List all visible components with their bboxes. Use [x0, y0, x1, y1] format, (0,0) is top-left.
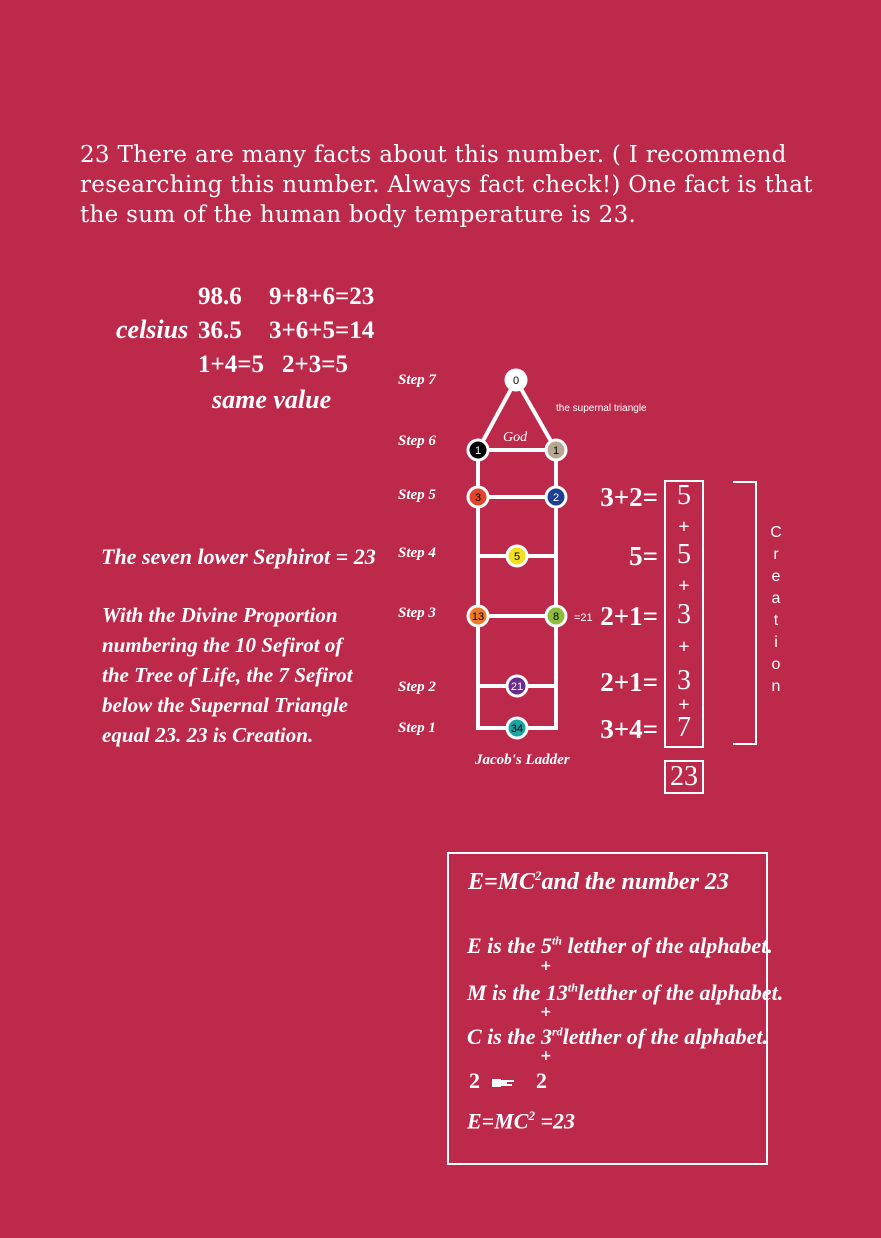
sefira-node: [546, 606, 566, 626]
plus-sign: +: [678, 575, 690, 597]
creation-letter: n: [771, 678, 781, 695]
m-line-rest: letther of the alphabet.: [577, 980, 784, 1005]
sefira-node: [507, 676, 527, 696]
paragraph-line: equal 23. 23 is Creation.: [102, 723, 314, 747]
equals-21-label: =21: [574, 612, 593, 624]
total-value: 23: [670, 761, 698, 792]
fahrenheit-sum: 9+8+6=23: [269, 283, 375, 310]
c-ordinal: rd: [551, 1024, 563, 1039]
emc2-result-formula: E=MC: [467, 1108, 529, 1134]
creation-letter: e: [771, 568, 781, 585]
sum-expression-4: 2+1=: [600, 667, 658, 697]
sefira-number: 34: [510, 723, 524, 735]
creation-letter: a: [771, 590, 781, 607]
paragraph-line: numbering the 10 Sefirot of: [102, 633, 343, 657]
celsius-label: celsius: [116, 315, 189, 344]
god-label: God: [503, 430, 528, 445]
creation-letter: r: [773, 546, 779, 563]
sefira-number: 13: [471, 611, 485, 623]
sefira-number: 0: [512, 375, 520, 387]
celsius-value: 36.5: [198, 317, 242, 344]
plus-sign: +: [678, 516, 690, 538]
c-line-text: C is the 3: [467, 1024, 552, 1049]
sefira-node: [546, 487, 566, 507]
lower-sephirot-heading: The seven lower Sephirot = 23: [101, 544, 376, 569]
sefira-node: [546, 440, 566, 460]
plus-sign: +: [540, 1048, 552, 1064]
celsius-sum: 3+6+5=14: [269, 317, 375, 344]
m-line-text: M is the 13: [467, 980, 568, 1005]
pointing-hand-icon: [492, 1076, 518, 1094]
sum-expression-2: 5=: [629, 541, 658, 571]
value-cell-4: 3: [677, 665, 691, 696]
creation-vertical-label: [769, 524, 783, 700]
sefira-number: 2: [552, 492, 560, 504]
emc2-result-exponent: 2: [528, 1108, 535, 1123]
plus-sign: +: [678, 636, 690, 658]
sum-expression-1: 3+2=: [600, 482, 658, 512]
sum-expression-3: 2+1=: [600, 601, 658, 631]
plus-sign: +: [540, 1004, 552, 1020]
plus-sign: +: [678, 694, 690, 716]
supernal-triangle-label: the supernal triangle: [556, 403, 647, 414]
step-1-label: Step 1: [398, 720, 436, 736]
e-ordinal: th: [551, 933, 562, 948]
emc2-title-exponent: 2: [535, 868, 542, 883]
c-letter-line: [467, 1024, 768, 1050]
e-letter-line: [467, 933, 773, 959]
value-cell-5: 7: [677, 712, 691, 743]
sefira-number: 1: [474, 445, 482, 457]
creation-letter: C: [770, 524, 782, 541]
emc2-result: [467, 1108, 575, 1134]
m-letter-line: [467, 980, 783, 1006]
reduce-sum-1: 1+4=5: [198, 351, 264, 378]
sefira-number: 1: [552, 445, 560, 457]
e-line-rest: letther of the alphabet.: [561, 933, 773, 958]
sefira-number: 8: [552, 611, 560, 623]
two-right: 2: [536, 1068, 547, 1093]
sefira-node: [468, 440, 488, 460]
two-left: 2: [469, 1068, 480, 1093]
sefira-number: 3: [474, 492, 482, 504]
reduce-sum-2: 2+3=5: [282, 351, 348, 378]
creation-bracket: [733, 481, 757, 745]
e-line-text: E is the 5: [467, 933, 552, 958]
sefira-number: 5: [513, 551, 521, 563]
value-cell-1: 5: [677, 480, 691, 511]
emc2-title-formula: E=MC: [468, 869, 536, 895]
emc2-result-value: =23: [534, 1108, 575, 1134]
step-7-label: Step 7: [398, 372, 436, 388]
intro-line: the sum of the human body temperature is 23.: [80, 202, 637, 228]
sefira-node: [468, 487, 488, 507]
step-4-label: Step 4: [398, 545, 436, 561]
m-ordinal: th: [567, 980, 578, 995]
sefira-node: [507, 718, 527, 738]
paragraph-line: With the Divine Proportion: [102, 603, 338, 627]
fahrenheit-value: 98.6: [198, 283, 242, 310]
sum-expression-5: 3+4=: [600, 714, 658, 744]
step-6-label: Step 6: [398, 433, 436, 449]
sefira-node: [468, 606, 488, 626]
creation-letter: t: [773, 612, 779, 629]
step-3-label: Step 3: [398, 605, 436, 621]
intro-line: researching this number. Always fact check!) One fact is that: [80, 172, 813, 198]
value-cell-2: 5: [677, 539, 691, 570]
plus-sign: +: [540, 958, 552, 974]
creation-letter: o: [771, 656, 781, 673]
step-2-label: Step 2: [398, 679, 436, 695]
creation-letter: i: [774, 634, 778, 651]
same-value-label: same value: [212, 385, 332, 414]
sefira-number: 21: [510, 681, 524, 693]
intro-line: 23 There are many facts about this number. ( I recommend: [80, 142, 787, 168]
emc2-title: [468, 868, 729, 896]
emc2-title-text: and the number 23: [541, 869, 729, 895]
c-line-rest: letther of the alphabet.: [562, 1024, 768, 1049]
step-5-label: Step 5: [398, 487, 436, 503]
paragraph-line: below the Supernal Triangle: [102, 693, 349, 717]
sefira-node: [506, 370, 526, 390]
value-cell-3: 3: [677, 599, 691, 630]
jacobs-ladder-label: Jacob's Ladder: [475, 752, 570, 768]
paragraph-line: the Tree of Life, the 7 Sefirot: [102, 663, 353, 687]
sefira-node: [507, 546, 527, 566]
